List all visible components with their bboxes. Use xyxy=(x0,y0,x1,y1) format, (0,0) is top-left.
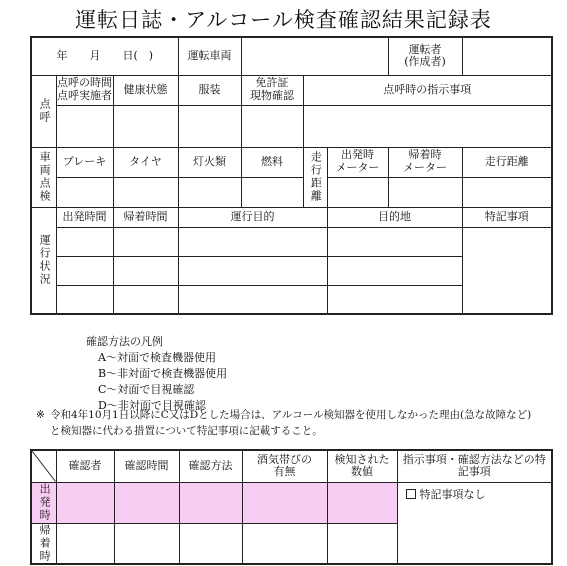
roll-call-time-header: 点呼の時間 点呼実施者 xyxy=(56,75,113,105)
purpose-input[interactable] xyxy=(178,256,327,285)
check-time-header: 確認時間 xyxy=(114,450,179,482)
return-value-input[interactable] xyxy=(327,523,397,564)
destination-input[interactable] xyxy=(327,285,462,314)
return-alcohol-input[interactable] xyxy=(242,523,327,564)
distance-header: 走行距離 xyxy=(462,147,552,177)
corner-cell xyxy=(31,450,56,482)
depart-time-input[interactable] xyxy=(56,256,113,285)
destination-header: 目的地 xyxy=(327,207,462,227)
destination-input[interactable] xyxy=(327,256,462,285)
legend-item-c: C～対面で目視確認 xyxy=(98,383,195,396)
return-row-label: 帰着時 xyxy=(31,523,56,564)
check-remarks-input[interactable] xyxy=(397,482,552,564)
return-time-input[interactable] xyxy=(113,256,178,285)
lights-input[interactable] xyxy=(178,177,241,207)
depart-time-input[interactable] xyxy=(56,285,113,314)
note-mark: ※ xyxy=(36,409,45,421)
legend-item-d: D～非対面で目視確認 xyxy=(98,399,206,412)
alcohol-check-table xyxy=(30,449,553,565)
diagonal-line xyxy=(32,451,56,482)
driver-input[interactable] xyxy=(462,37,552,75)
alcohol-presence-header: 酒気帯びの 有無 xyxy=(242,450,327,482)
operation-side-label: 運行状況 xyxy=(31,207,56,314)
clothing-header: 服装 xyxy=(178,75,241,105)
remarks-input[interactable] xyxy=(462,227,552,314)
remarks-header: 特記事項 xyxy=(462,207,552,227)
departure-time-input[interactable] xyxy=(114,482,179,523)
departure-meter-header: 出発時 メーター xyxy=(327,147,388,177)
destination-input[interactable] xyxy=(327,227,462,256)
depart-time-input[interactable] xyxy=(56,227,113,256)
check-remarks-header: 指示事項・確認方法などの特記事項 xyxy=(397,450,552,482)
return-time-input[interactable] xyxy=(114,523,179,564)
fuel-header: 燃料 xyxy=(241,147,303,177)
note xyxy=(36,407,556,439)
health-header: 健康状態 xyxy=(113,75,178,105)
return-meter-input[interactable] xyxy=(388,177,462,207)
detected-value-header: 検知された 数値 xyxy=(327,450,397,482)
departure-value-input[interactable] xyxy=(327,482,397,523)
roll-call-time-input[interactable] xyxy=(56,105,113,147)
return-time-header: 帰着時間 xyxy=(113,207,178,227)
departure-checker-input[interactable] xyxy=(56,482,114,523)
clothing-input[interactable] xyxy=(178,105,241,147)
vehicle-input[interactable] xyxy=(241,37,388,75)
vehicle-label: 運転車両 xyxy=(187,48,232,62)
distance-side-label: 走行距離 xyxy=(303,147,327,207)
date-label: 年 月 日( ) xyxy=(56,48,154,62)
purpose-input[interactable] xyxy=(178,227,327,256)
legend-item-b: B～非対面で検査機器使用 xyxy=(98,367,228,380)
fuel-input[interactable] xyxy=(241,177,303,207)
return-meter-header: 帰着時 メーター xyxy=(388,147,462,177)
driver-label-sub: (作成者) xyxy=(404,55,446,69)
lights-header: 灯火類 xyxy=(178,147,241,177)
legend-item-a: A～対面で検査機器使用 xyxy=(98,351,216,364)
instructions-header: 点呼時の指示事項 xyxy=(303,75,552,105)
purpose-header: 運行目的 xyxy=(178,207,327,227)
legend xyxy=(86,334,227,414)
license-input[interactable] xyxy=(241,105,303,147)
roll-call-side-label: 点呼 xyxy=(31,75,56,147)
return-time-input[interactable] xyxy=(113,227,178,256)
driver-label-cell xyxy=(388,37,462,75)
purpose-input[interactable] xyxy=(178,285,327,314)
note-line-1: 令和4年10月1日以降にC又はDとした場合は、アルコール検知器を使用しなかった理由(急な故障など) xyxy=(50,409,532,421)
distance-input[interactable] xyxy=(462,177,552,207)
return-checker-input[interactable] xyxy=(56,523,114,564)
date-cell[interactable] xyxy=(31,37,178,75)
brake-header: ブレーキ xyxy=(56,147,113,177)
no-remarks-label: 特記事項なし xyxy=(419,487,486,501)
legend-title: 確認方法の凡例 xyxy=(86,335,163,348)
return-method-input[interactable] xyxy=(179,523,242,564)
note-line-2: と検知器に代わる措置について特記事項に記載すること。 xyxy=(50,425,323,437)
form-title: 運転日誌・アルコール検査確認結果記録表 xyxy=(75,8,492,32)
tire-header: タイヤ xyxy=(113,147,178,177)
vehicle-check-side-label: 車両点検 xyxy=(31,147,56,207)
no-remarks-checkbox[interactable] xyxy=(406,489,416,499)
log-table xyxy=(30,36,553,315)
license-header: 免許証 現物確認 xyxy=(241,75,303,105)
driver-label: 運転者 xyxy=(408,42,442,56)
departure-alcohol-input[interactable] xyxy=(242,482,327,523)
return-time-input[interactable] xyxy=(113,285,178,314)
check-method-header: 確認方法 xyxy=(179,450,242,482)
instructions-input[interactable] xyxy=(303,105,552,147)
depart-time-header: 出発時間 xyxy=(56,207,113,227)
health-input[interactable] xyxy=(113,105,178,147)
brake-input[interactable] xyxy=(56,177,113,207)
vehicle-label-cell xyxy=(178,37,241,75)
departure-meter-input[interactable] xyxy=(327,177,388,207)
departure-method-input[interactable] xyxy=(179,482,242,523)
checker-header: 確認者 xyxy=(56,450,114,482)
departure-row-label: 出発時 xyxy=(31,482,56,523)
tire-input[interactable] xyxy=(113,177,178,207)
